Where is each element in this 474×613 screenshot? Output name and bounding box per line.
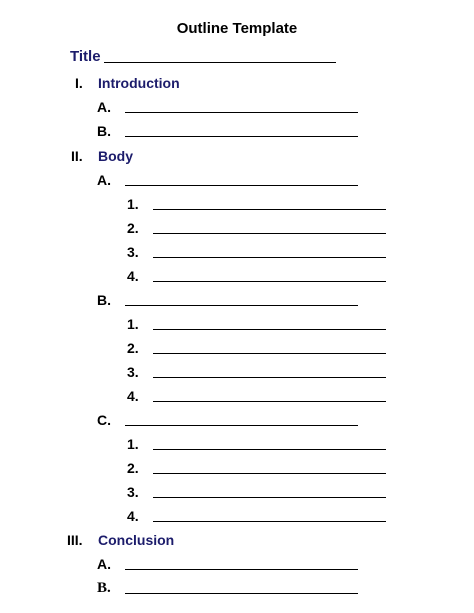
subitem-blank-line[interactable] <box>153 329 386 330</box>
section-heading: Body <box>98 148 133 164</box>
subitem-number: 1. <box>127 196 139 212</box>
subitem-blank-line[interactable] <box>153 497 386 498</box>
subitem-blank-line[interactable] <box>153 521 386 522</box>
title-blank-line[interactable] <box>104 62 336 63</box>
item-letter: A. <box>97 172 111 188</box>
item-blank-line[interactable] <box>125 305 358 306</box>
outline-subitem <box>0 435 474 455</box>
subitem-blank-line[interactable] <box>153 401 386 402</box>
title-row <box>70 48 350 68</box>
outline-subitem <box>0 243 474 263</box>
item-blank-line[interactable] <box>125 569 358 570</box>
item-letter: C. <box>97 412 111 428</box>
section-body <box>0 147 474 167</box>
subitem-number: 2. <box>127 460 139 476</box>
outline-subitem <box>0 267 474 287</box>
subitem-blank-line[interactable] <box>153 257 386 258</box>
item-blank-line[interactable] <box>125 185 358 186</box>
outline-subitem <box>0 507 474 527</box>
section-introduction <box>0 74 474 94</box>
outline-subitem <box>0 339 474 359</box>
subitem-number: 4. <box>127 268 139 284</box>
section-conclusion <box>0 531 474 551</box>
outline-item <box>0 579 474 599</box>
outline-subitem <box>0 219 474 239</box>
section-heading: Introduction <box>98 75 180 91</box>
outline-item <box>0 98 474 118</box>
item-blank-line[interactable] <box>125 136 358 137</box>
section-heading: Conclusion <box>98 532 175 548</box>
section-numeral: I. <box>75 75 83 91</box>
subitem-blank-line[interactable] <box>153 233 386 234</box>
outline-subitem <box>0 459 474 479</box>
outline-item <box>0 122 474 142</box>
section-numeral: II. <box>71 148 83 164</box>
outline-subitem <box>0 387 474 407</box>
subitem-blank-line[interactable] <box>153 281 386 282</box>
item-blank-line[interactable] <box>125 593 358 594</box>
subitem-number: 4. <box>127 508 139 524</box>
subitem-number: 4. <box>127 388 139 404</box>
page-title: Outline Template <box>176 20 298 37</box>
outline-item <box>0 291 474 311</box>
title-label: Title <box>70 48 101 65</box>
subitem-number: 3. <box>127 244 139 260</box>
item-blank-line[interactable] <box>125 112 358 113</box>
subitem-blank-line[interactable] <box>153 449 386 450</box>
subitem-number: 2. <box>127 220 139 236</box>
item-letter: A. <box>97 556 111 572</box>
item-letter: B. <box>97 292 111 308</box>
outline-item <box>0 171 474 191</box>
item-letter: A. <box>97 99 111 115</box>
outline-subitem <box>0 363 474 383</box>
section-numeral: III. <box>67 532 83 548</box>
subitem-blank-line[interactable] <box>153 473 386 474</box>
subitem-number: 3. <box>127 364 139 380</box>
subitem-number: 1. <box>127 436 139 452</box>
outline-subitem <box>0 483 474 503</box>
outline-item <box>0 411 474 431</box>
subitem-number: 2. <box>127 340 139 356</box>
subitem-blank-line[interactable] <box>153 377 386 378</box>
item-letter: B. <box>97 123 111 139</box>
item-blank-line[interactable] <box>125 425 358 426</box>
subitem-blank-line[interactable] <box>153 353 386 354</box>
outline-subitem <box>0 315 474 335</box>
subitem-blank-line[interactable] <box>153 209 386 210</box>
subitem-number: 3. <box>127 484 139 500</box>
item-letter: B. <box>97 580 111 596</box>
outline-subitem <box>0 195 474 215</box>
subitem-number: 1. <box>127 316 139 332</box>
outline-item <box>0 555 474 575</box>
